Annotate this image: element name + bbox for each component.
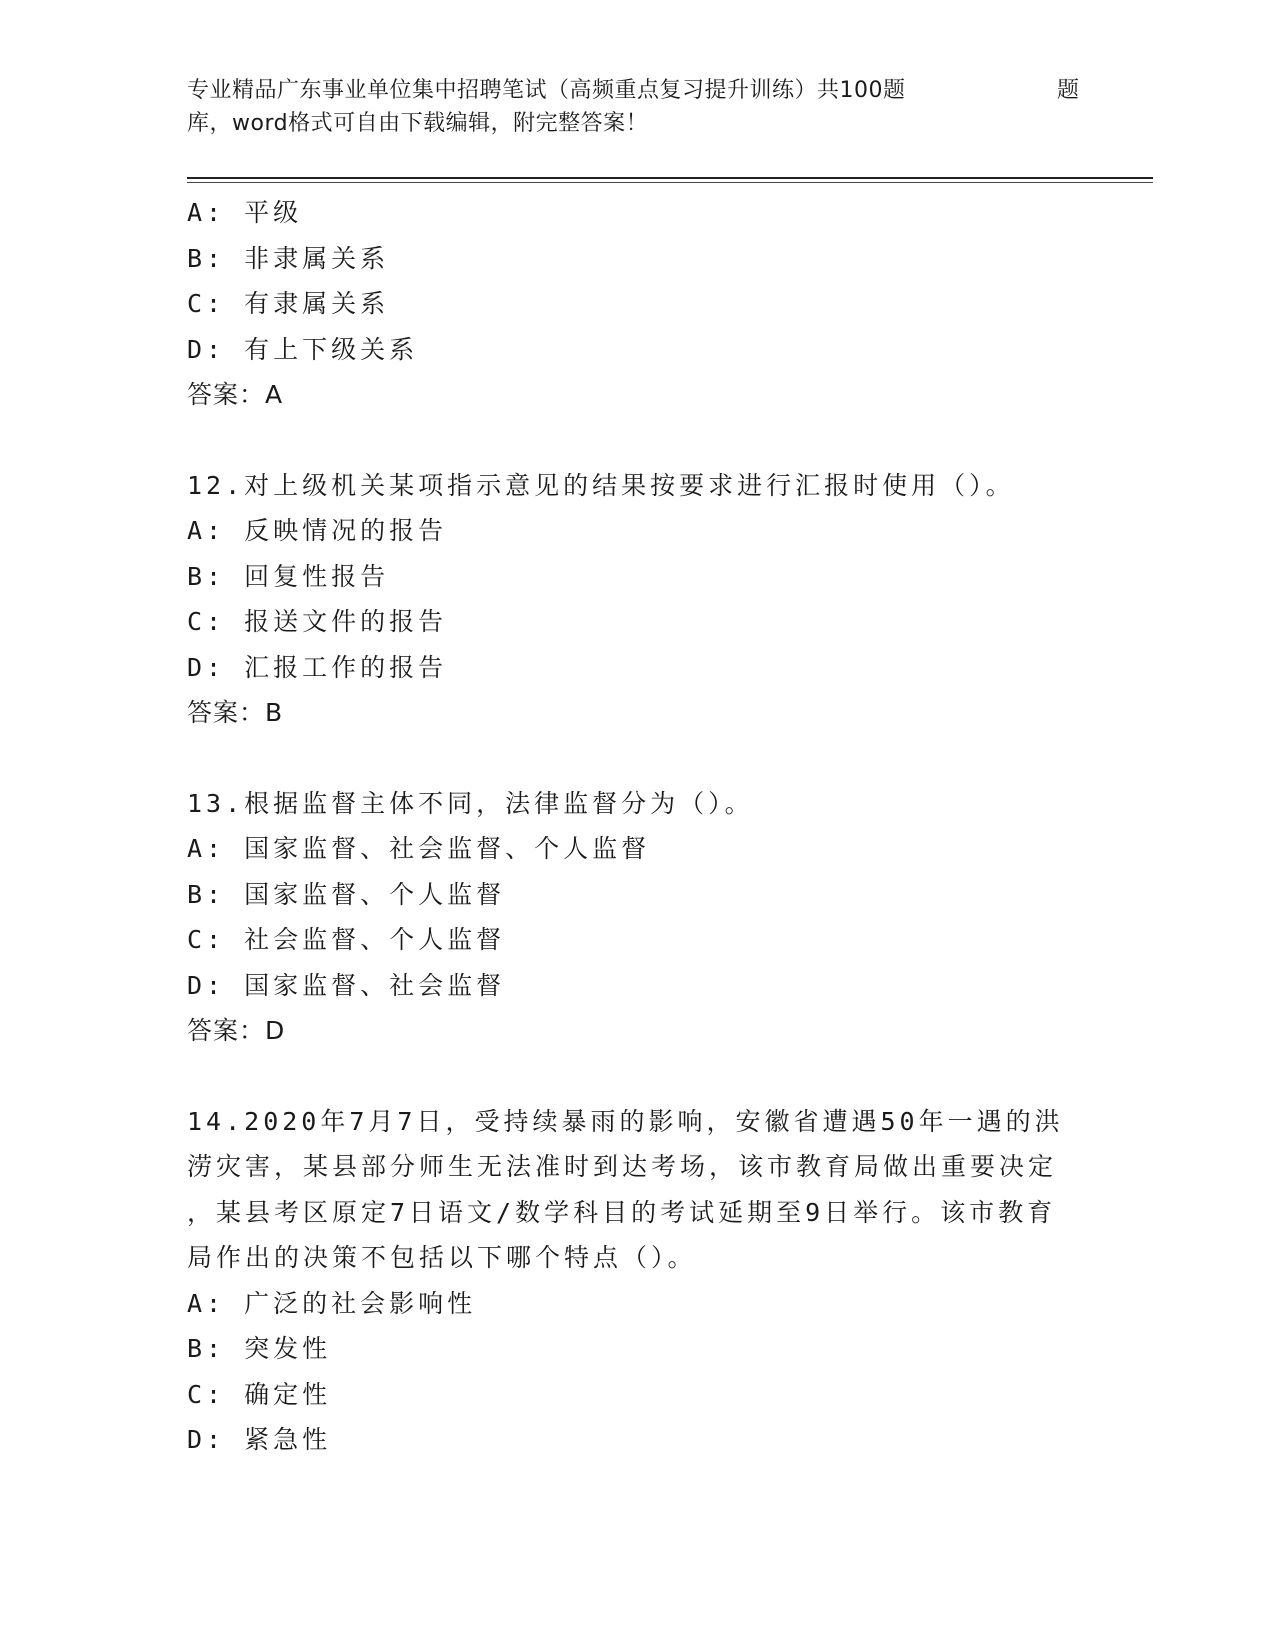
option-a: A: 国家监督、社会监督、个人监督 <box>187 834 651 863</box>
option-a: A: 平级 <box>187 198 303 227</box>
option-c: C: 报送文件的报告 <box>187 607 448 636</box>
option-b: B: 回复性报告 <box>187 561 390 591</box>
answer-line: 答案：D <box>187 1016 286 1045</box>
question-stem: 13.根据监督主体不同，法律监督分为（）。 <box>187 788 754 818</box>
question-stem-line-3: ，某县考区原定7日语文/数学科目的考试延期至9日举行。该市教育 <box>187 1197 1057 1227</box>
question-11 <box>187 190 1087 418</box>
question-stem-line-1: 14.2020年7月7日，受持续暴雨的影响，安徽省遭遇50年一遇的洪 <box>187 1106 1064 1136</box>
option-d: D: 有上下级关系 <box>187 334 419 364</box>
document-body <box>187 190 1087 1463</box>
question-stem-line-2: 涝灾害，某县部分师生无法准时到达考场，该市教育局做出重要决定 <box>187 1152 1058 1181</box>
option-b: B: 突发性 <box>187 1334 332 1363</box>
option-d: D: 国家监督、社会监督 <box>187 970 506 1000</box>
page-header <box>187 74 1087 140</box>
header-line-1 <box>187 74 1087 107</box>
option-a: A: 广泛的社会影响性 <box>187 1288 477 1318</box>
question-stem: 12.对上级机关某项指示意见的结果按要求进行汇报时使用（）。 <box>187 470 1015 500</box>
question-12 <box>187 463 1087 736</box>
option-a: A: 反映情况的报告 <box>187 516 448 545</box>
question-13 <box>187 781 1087 1054</box>
header-line-2: 库，word格式可自由下载编辑，附完整答案！ <box>187 111 649 136</box>
option-c: C: 社会监督、个人监督 <box>187 925 506 954</box>
option-b: B: 国家监督、个人监督 <box>187 879 506 909</box>
header-divider-thin <box>187 182 1153 183</box>
question-14 <box>187 1099 1087 1463</box>
option-c: C: 有隶属关系 <box>187 289 390 318</box>
answer-line: 答案：A <box>187 380 284 409</box>
answer-line: 答案：B <box>187 698 284 727</box>
option-c: C: 确定性 <box>187 1379 332 1409</box>
header-divider-thick <box>187 177 1153 179</box>
header-title: 专业精品广东事业单位集中招聘笔试（高频重点复习提升训练）共100题 <box>187 78 906 103</box>
option-b: B: 非隶属关系 <box>187 243 390 273</box>
header-title-tail: 题 <box>1057 78 1080 103</box>
option-d: D: 汇报工作的报告 <box>187 652 448 682</box>
option-d: D: 紧急性 <box>187 1425 332 1454</box>
question-stem-line-4: 局作出的决策不包括以下哪个特点（）。 <box>187 1243 697 1272</box>
